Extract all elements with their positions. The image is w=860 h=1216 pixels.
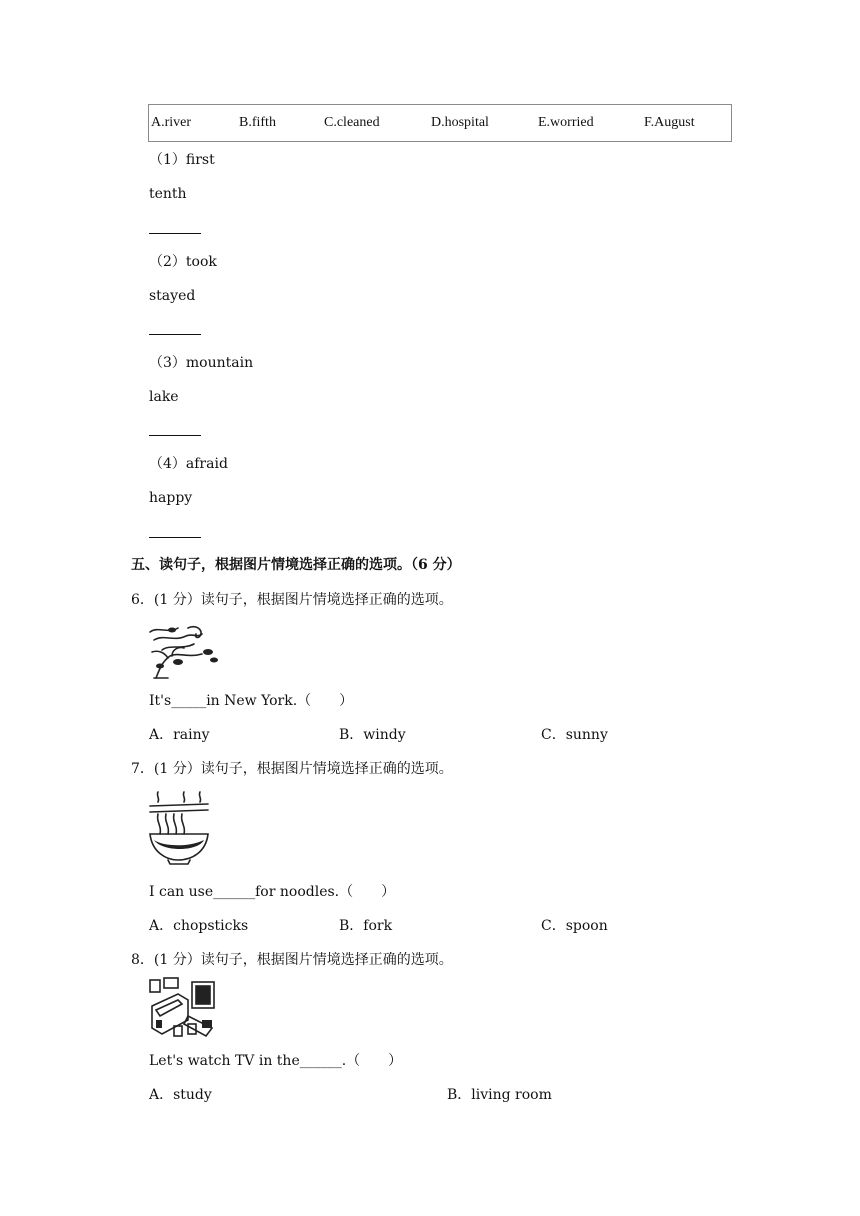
question-6-stem: 6．(1 分）读句子，根据图片情境选择正确的选项。	[131, 592, 453, 608]
question-6-option-b[interactable]: B．windy	[339, 727, 406, 743]
question-6-sentence: It's_____in New York.（ ）	[149, 693, 354, 709]
question-8-stem: 8．(1 分）读句子，根据图片情境选择正确的选项。	[131, 952, 453, 968]
pair-4-prompt: （4）afraid	[149, 456, 228, 472]
noodle-bowl-icon	[148, 790, 212, 866]
pair-1-prompt: （1）first	[149, 152, 215, 168]
pair-3-word: lake	[149, 389, 179, 405]
windy-tree-icon	[148, 622, 224, 680]
pair-3-answer-blank[interactable]	[149, 435, 201, 436]
question-8-option-a[interactable]: A．study	[149, 1087, 212, 1103]
question-6-option-c[interactable]: C．sunny	[541, 727, 608, 743]
pair-4-answer-blank[interactable]	[149, 537, 201, 538]
question-7-option-b[interactable]: B．fork	[339, 918, 393, 934]
word-option-e: E.worried	[538, 115, 594, 130]
question-7-option-c[interactable]: C．spoon	[541, 918, 608, 934]
question-7-stem: 7．(1 分）读句子，根据图片情境选择正确的选项。	[131, 761, 453, 777]
word-option-c: C.cleaned	[324, 115, 380, 130]
pair-2-answer-blank[interactable]	[149, 334, 201, 335]
question-8-option-b[interactable]: B．living room	[447, 1087, 552, 1103]
question-7-option-a[interactable]: A．chopsticks	[149, 918, 249, 934]
word-option-f: F.August	[644, 115, 695, 130]
word-option-a: A.river	[151, 115, 192, 130]
word-option-d: D.hospital	[431, 115, 489, 130]
pair-2-prompt: （2）took	[149, 254, 217, 270]
pair-2-word: stayed	[149, 288, 196, 304]
pair-1-answer-blank[interactable]	[149, 233, 201, 234]
question-6-option-a[interactable]: A．rainy	[149, 727, 210, 743]
question-7-sentence: I can use______for noodles.（ ）	[149, 884, 396, 900]
section-5-heading: 五、读句子，根据图片情境选择正确的选项。（6 分）	[131, 557, 461, 573]
question-8-sentence: Let's watch TV in the______.（ ）	[149, 1053, 403, 1069]
pair-4-word: happy	[149, 490, 193, 506]
pair-3-prompt: （3）mountain	[149, 355, 254, 371]
word-choice-box	[148, 104, 732, 142]
living-room-icon	[148, 976, 220, 1042]
pair-1-word: tenth	[149, 186, 187, 202]
word-option-b: B.fifth	[239, 115, 276, 130]
